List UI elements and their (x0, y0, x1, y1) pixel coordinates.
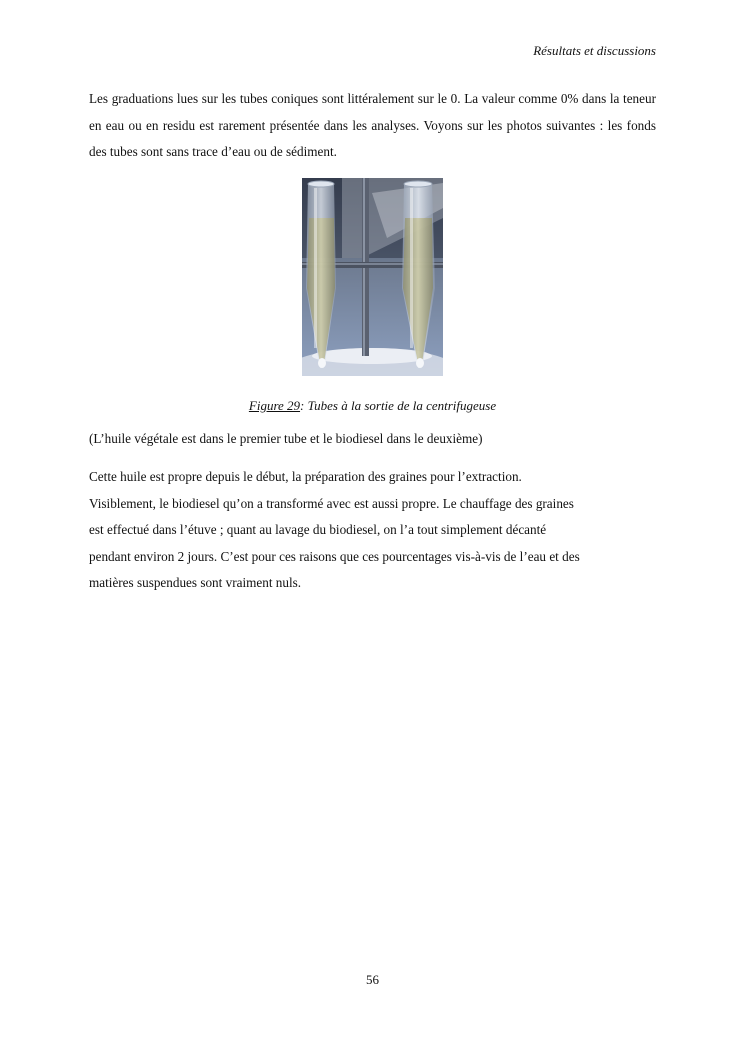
paragraph-line: matières suspendues sont vraiment nuls. (89, 575, 302, 590)
figure-number: Figure 29 (248, 398, 301, 413)
figure-note: (L’huile végétale est dans le premier tube et le biodiesel dans le deuxième) (89, 431, 483, 446)
body-paragraph-intro: Les graduations lues sur les tubes coniques sont littéralement sur le 0. La valeur comme 0% dans la teneur en eau ou en residu est rarement présentée dans les analyses. Voyons sur les photos suivantes : les fonds des tubes sont sans trace d’eau ou de sédiment. (89, 91, 656, 159)
paragraph-line: pendant environ 2 jours. C’est pour ces raisons que ces pourcentages vis-à-vis de l’eau et des (89, 548, 580, 564)
figure-caption (89, 396, 656, 416)
paragraph-line: Visiblement, le biodiesel qu’on a transformé avec est aussi propre. Le chauffage des graines (89, 495, 574, 511)
body-paragraph-conclusion (89, 464, 656, 597)
paragraph-line: Cette huile est propre depuis le début, la préparation des graines pour l’extraction. (89, 469, 522, 484)
figure-photo-centrifuge-tubes (302, 178, 443, 376)
figure-caption-text: : Tubes à la sortie de la centrifugeuse (300, 398, 497, 413)
page-number: 56 (366, 972, 379, 987)
running-header: Résultats et discussions (533, 43, 656, 58)
paragraph-line: est effectué dans l’étuve ; quant au lavage du biodiesel, on l’a tout simplement décanté (89, 522, 547, 537)
